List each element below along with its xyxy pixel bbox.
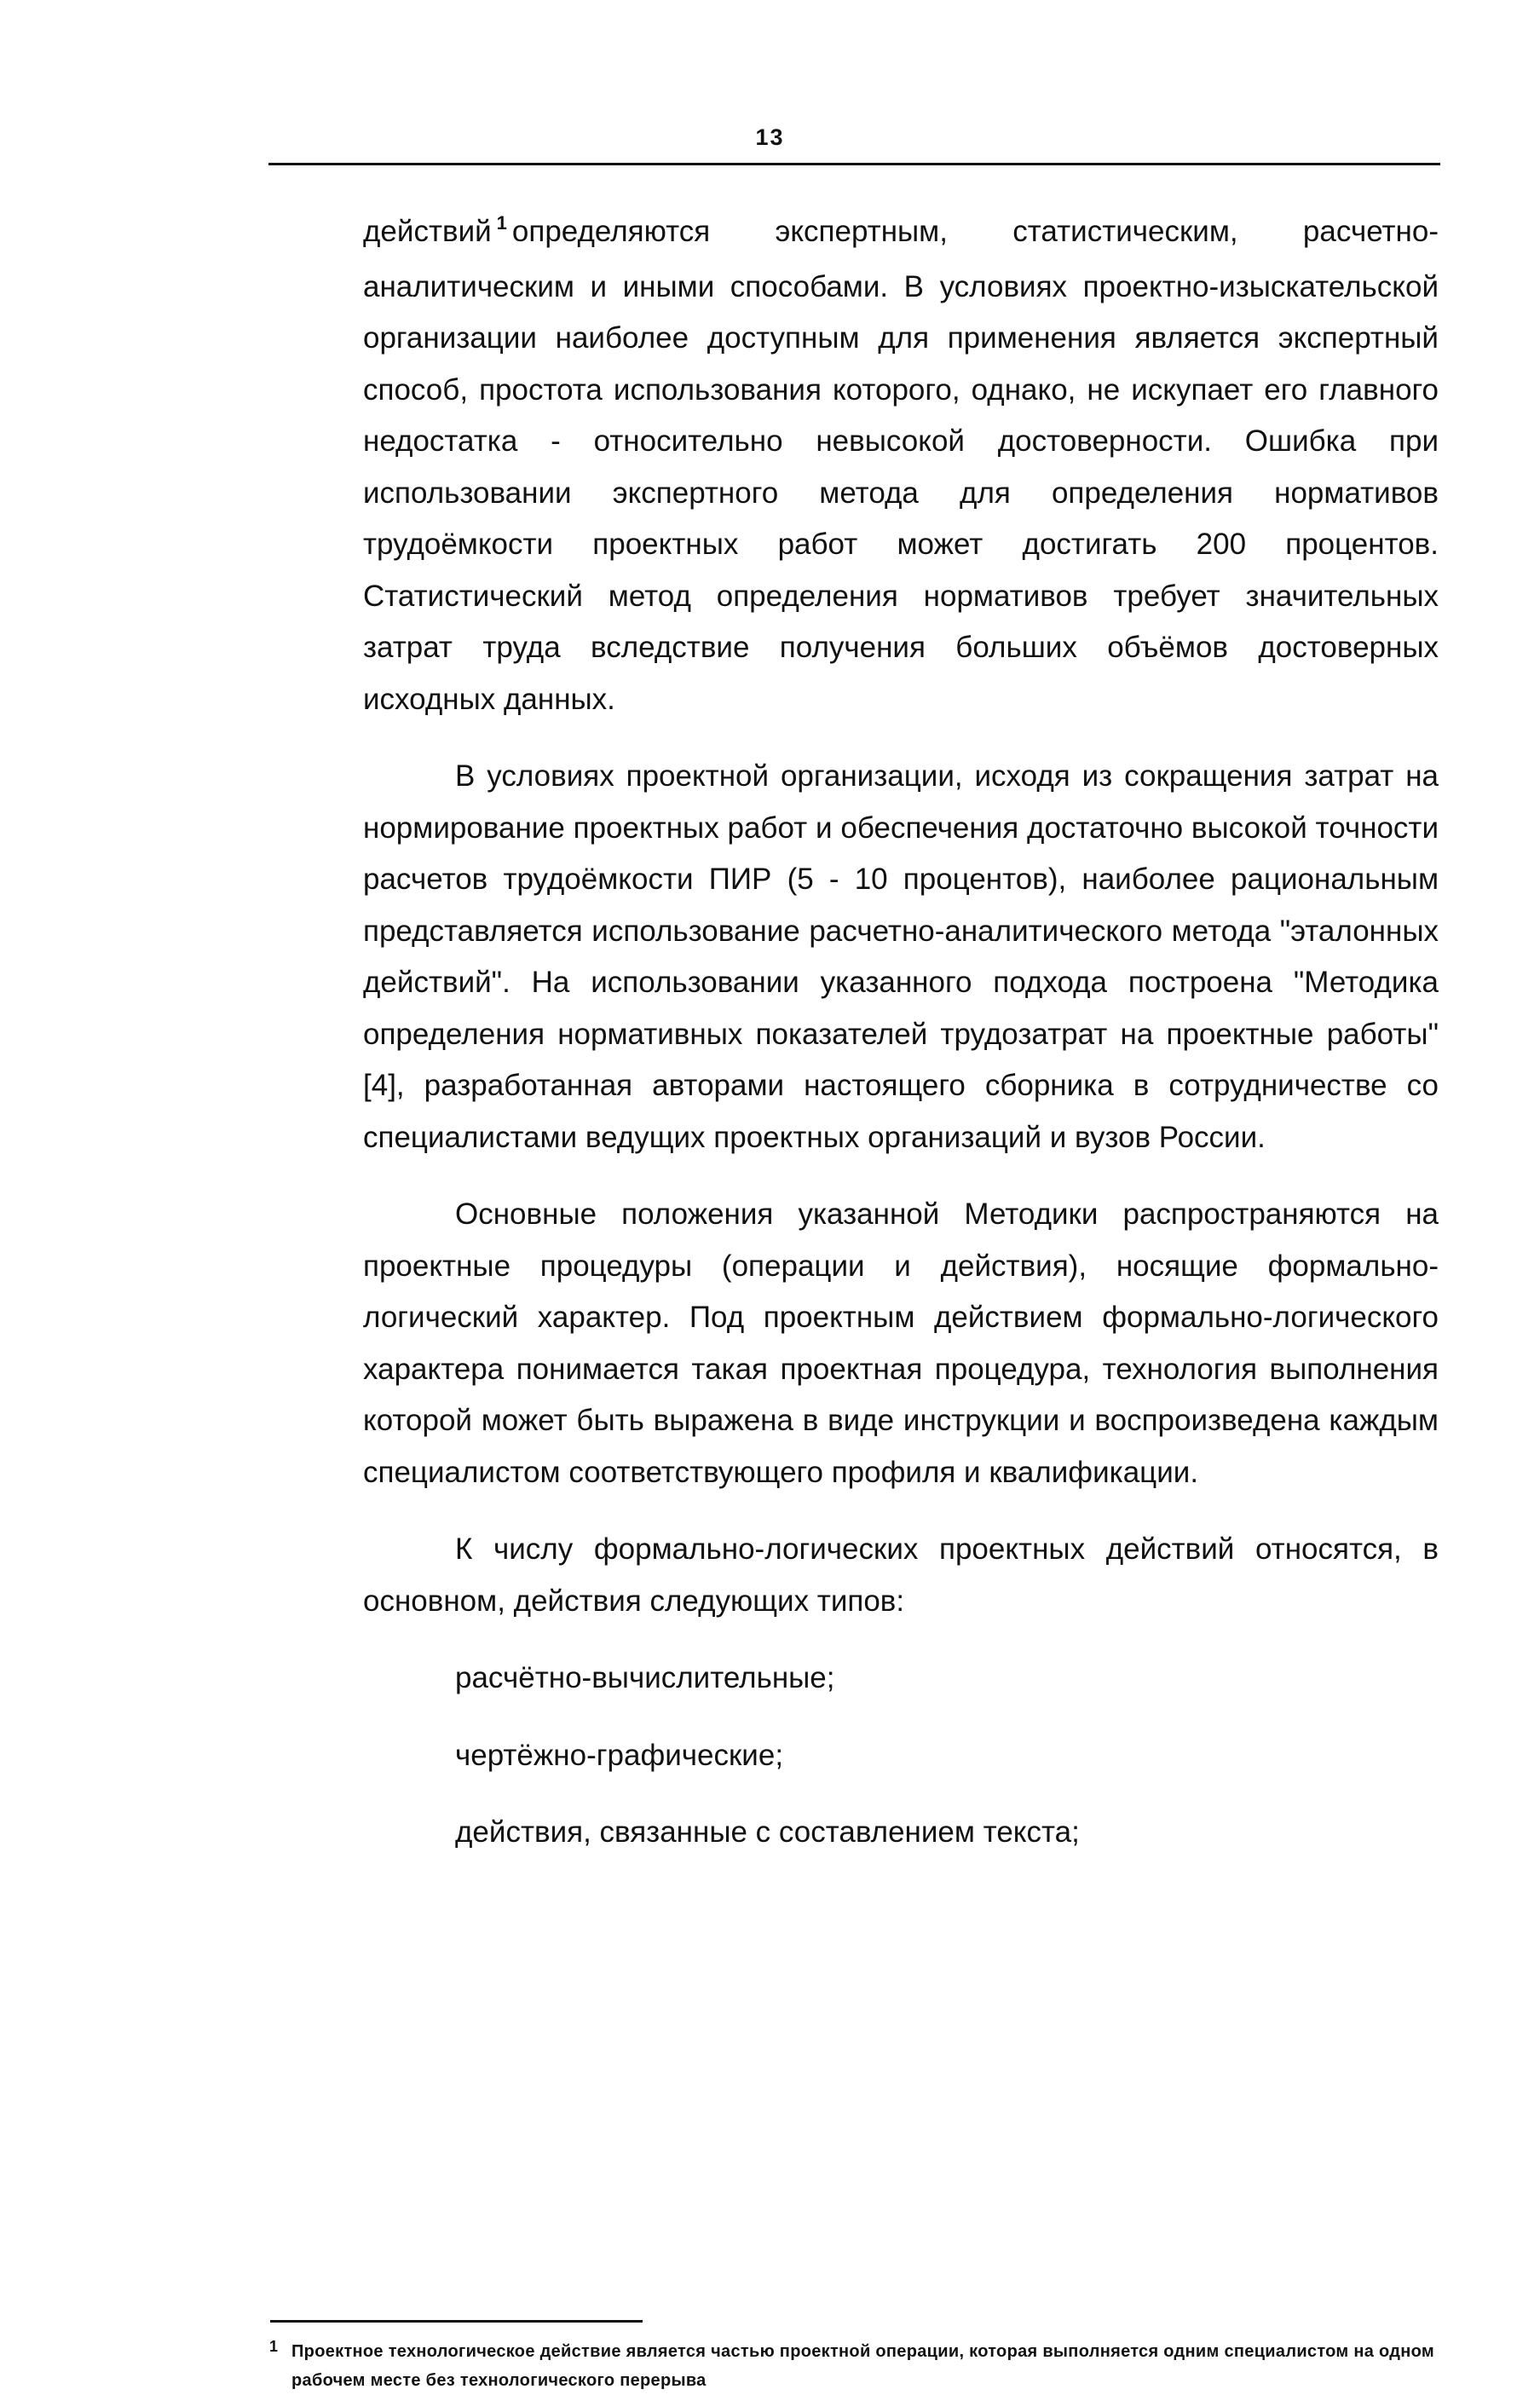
footnote-reference[interactable]: 1 <box>496 212 507 234</box>
list-item: чертёжно-графические; <box>455 1738 784 1772</box>
footnote-separator <box>270 2320 643 2323</box>
paragraph-2: В условиях проектной организации, исходя из сокращения затрат на нормирование проектных работ и обеспечения достаточно высокой точности расчетов трудоёмкости ПИР (5 - 10 процентов), наиболее рациональным представляется использование расчетно-аналитического метода "эталонных действий". На использовании указанного подхода построена "Методика определения нормативных показателей трудозатрат на проектные работы" [4], разработанная авторами настоящего сборника в сотрудничестве со специалистами ведущих проектных организаций и вузов России. <box>363 759 1439 1154</box>
footnote-number: 1 <box>269 2338 279 2355</box>
footnote-text: Проектное технологическое действие является частью проектной операции, которая выполняется одним специалистом на одном рабочем месте без технологического перерыва <box>291 2342 1435 2390</box>
footnote <box>269 2337 1445 2395</box>
list-item: действия, связанные с составлением текста; <box>455 1815 1080 1849</box>
paragraph-3: Основные положения указанной Методики распространяются на проектные процедуры (операции и действия), носящие формально-логический характер. Под проектным действием формально-логического характера понимается такая проектная процедура, технология выполнения которой может быть выражена в виде инструкции и воспроизведена каждым специалистом соответствующего профиля и квалификации. <box>363 1198 1439 1489</box>
document-body <box>363 206 1439 1859</box>
header-rule <box>268 163 1440 165</box>
paragraph-1 <box>363 206 1439 725</box>
page-number: 13 <box>755 124 785 150</box>
paragraph-1-start: действий <box>363 215 492 248</box>
list-item: расчётно-вычислительные; <box>455 1661 835 1694</box>
paragraph-4: К числу формально-логических проектных действий относятся, в основном, действия следующих типов: <box>363 1532 1439 1618</box>
paragraph-1-rest: определяются экспертным, статистическим, расчетно-аналитическим и иными способами. В условиях проектно-изыскательской организации наиболее доступным для применения является экспертный способ, простота использования которого, однако, не искупает его главного недостатка - относительно невысокой достоверности. Ошибка при использовании экспертного метода для определения нормативов трудоёмкости проектных работ может достигать 200 процентов. Статистический метод определения нормативов требует значительных затрат труда вследствие получения больших объёмов достоверных исходных данных. <box>363 215 1439 716</box>
